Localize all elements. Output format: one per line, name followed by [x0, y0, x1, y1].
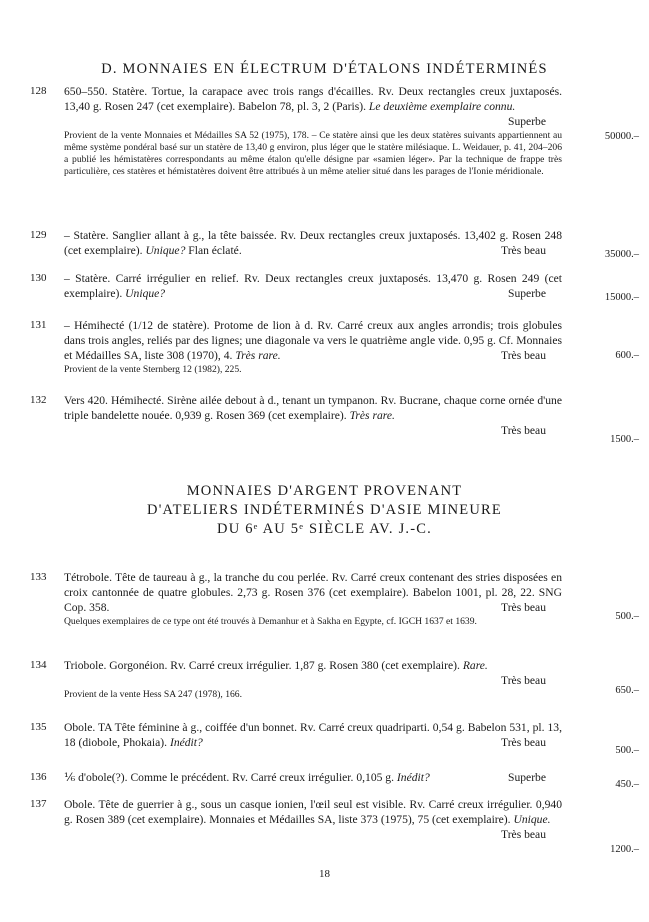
- entry-price: 35000.–: [604, 249, 639, 260]
- section-title-line: DU 6ᵉ AU 5ᵉ SIÈCLE AV. J.-C.: [217, 521, 432, 537]
- entry-number: 132: [30, 394, 47, 406]
- entry-provenance-note: Provient de la vente Sternberg 12 (1982), 225.: [64, 364, 242, 375]
- entry-grade: Superbe: [508, 771, 546, 784]
- entry-body: [64, 720, 562, 750]
- entry-body: [64, 271, 562, 301]
- entry-price: 500.–: [615, 611, 639, 622]
- entry-remark: Unique.: [513, 813, 551, 826]
- entry-description: – Hémihecté (1/12 de statère). Protome de lion à d. Rv. Carré creux aux angles arrondis; trois globules dans trois angles, reliés par des lignes; une diagonale va vers le quatrième angle vide. 0,95 g. Cf. Monnaies et Médailles SA, liste 308 (1970), 4.: [64, 319, 562, 362]
- entry-body: [64, 228, 562, 258]
- entry-grade: Très beau: [501, 601, 546, 614]
- entry-body: [64, 797, 562, 842]
- entry-number: 130: [30, 272, 47, 284]
- entry-description: – Statère. Sanglier allant à g., la tête baissée. Rv. Deux rectangles creux juxtaposés. 13,402 g. Rosen 248 (cet exemplaire).: [64, 229, 562, 257]
- entry-remark: Rare.: [462, 659, 488, 672]
- entry-description: Obole. TA Tête féminine à g., coiffée d'un bonnet. Rv. Carré creux quadriparti. 0,54 g. Babelon 531, pl. 13, 18 (diobole, Phokaia).: [64, 721, 562, 749]
- entry-body: [64, 570, 562, 628]
- entry-body: [64, 393, 562, 438]
- section-title: D. MONNAIES EN ÉLECTRUM D'ÉTALONS INDÉTERMINÉS: [101, 61, 548, 77]
- entry-description-end: Flan éclaté.: [188, 244, 242, 257]
- section-title-line: MONNAIES D'ARGENT PROVENANT: [186, 483, 463, 499]
- entry-number: 134: [30, 659, 47, 671]
- entry-price: 450.–: [615, 779, 639, 790]
- entry-number: 128: [30, 85, 47, 97]
- entry-number: 137: [30, 798, 47, 810]
- entry-grade: Très beau: [501, 828, 546, 841]
- entry-price: 1500.–: [610, 434, 639, 445]
- entry-grade: Très beau: [501, 674, 546, 687]
- entry-price: 600.–: [615, 350, 639, 361]
- entry-remark: Inédit?: [396, 771, 430, 784]
- entry-remark: Unique?: [145, 244, 186, 257]
- entry-remark: Très rare.: [349, 409, 395, 422]
- entry-description: ⅙ d'obole(?). Comme le précédent. Rv. Carré creux irrégulier. 0,105 g.: [64, 771, 395, 784]
- section-heading-silver: [0, 482, 649, 539]
- entry-description: 650–550. Statère. Tortue, la carapace avec trois rangs d'écailles. Rv. Deux rectangles creux juxtaposés. 13,40 g. Rosen 247 (cet exemplaire). Babelon 78, pl. 3, 2 (Paris).: [64, 85, 562, 113]
- section-heading-electrum: [0, 60, 649, 79]
- entry-price: 650.–: [615, 685, 639, 696]
- entry-provenance-note: Provient de la vente Monnaies et Médailles SA 52 (1975), 178. – Ce statère ainsi que les deux statères suivants appartiennent au même système pondéral basé sur un statère de 13,40 g environ, plus léger que le statère milésiaque. L. Weidauer, p. 41, 204–206 a publié les hémistatères correspondants au même étalon qu'elle désigne par «samien léger». Par la technique de frappe très particulière, ces statères et hémistatères doivent être attribués à un même atelier situé dans les parages de l'Ionie méridionale.: [64, 130, 562, 177]
- entry-provenance-note: Quelques exemplaires de ce type ont été trouvés à Demanhur et à Sakha en Egypte, cf. IGCH 1637 et 1639.: [64, 616, 477, 627]
- entry-grade: Très beau: [501, 736, 546, 749]
- entry-grade: Très beau: [501, 349, 546, 362]
- entry-provenance-note: Provient de la vente Hess SA 247 (1978), 166.: [64, 689, 242, 700]
- entry-body: [64, 770, 562, 785]
- entry-description: – Statère. Carré irrégulier en relief. Rv. Deux rectangles creux juxtaposés. 13,470 g. Rosen 249 (cet exemplaire).: [64, 272, 562, 300]
- page-number: 18: [319, 868, 330, 880]
- entry-number: 135: [30, 721, 47, 733]
- entry-price: 1200.–: [610, 844, 639, 855]
- section-title-line: D'ATELIERS INDÉTERMINÉS D'ASIE MINEURE: [147, 502, 502, 518]
- entry-price: 15000.–: [604, 292, 639, 303]
- entry-price: 50000.–: [604, 131, 639, 142]
- entry-remark: Inédit?: [169, 736, 203, 749]
- entry-grade: Très beau: [501, 424, 546, 437]
- entry-body: [64, 658, 562, 701]
- entry-description: Obole. Tête de guerrier à g., sous un casque ionien, l'œil seul est visible. Rv. Carré creux irrégulier. 0,940 g. Rosen 389 (cet exemplaire). Monnaies et Médailles SA, liste 373 (1975), 75 (cet exemplaire).: [64, 798, 562, 826]
- entry-remark: Très rare.: [235, 349, 281, 362]
- entry-number: 133: [30, 571, 47, 583]
- entry-grade: Superbe: [508, 287, 546, 300]
- entry-description: Tétrobole. Tête de taureau à g., la tranche du cou perlée. Rv. Carré creux contenant des stries disposées en croix cantonnée de quatre globules. 2,73 g. Rosen 376 (cet exemplaire). Babelon 1001, pl. 28, 22. SNG Cop. 358.: [64, 571, 562, 614]
- entry-body: [64, 318, 562, 376]
- entry-number: 129: [30, 229, 47, 241]
- entry-number: 136: [30, 771, 47, 783]
- entry-description: Vers 420. Hémihecté. Sirène ailée debout à d., tenant un tympanon. Rv. Bucrane, chaque corne ornée d'une triple bandelette nouée. 0,939 g. Rosen 369 (cet exemplaire).: [64, 394, 562, 422]
- entry-body: [64, 84, 562, 178]
- entry-grade: Superbe: [508, 115, 546, 128]
- entry-remark: Unique?: [125, 287, 166, 300]
- entry-remark: Le deuxième exemplaire connu.: [368, 100, 516, 113]
- entry-grade: Très beau: [501, 244, 546, 257]
- entry-number: 131: [30, 319, 47, 331]
- entry-description: Triobole. Gorgonéion. Rv. Carré creux irrégulier. 1,87 g. Rosen 380 (cet exemplaire).: [64, 659, 460, 672]
- entry-price: 500.–: [615, 745, 639, 756]
